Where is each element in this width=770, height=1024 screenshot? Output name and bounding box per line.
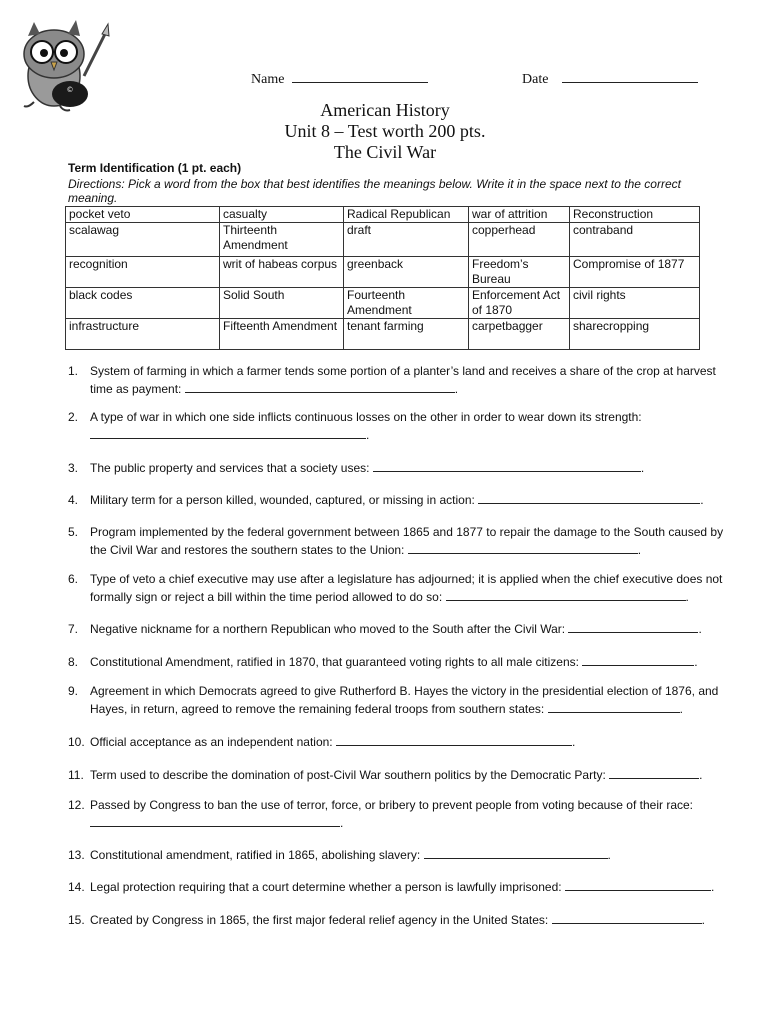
svg-text:©: © [66,86,74,94]
answer-blank[interactable] [552,911,702,924]
term-cell: writ of habeas corpus [220,257,344,288]
answer-blank[interactable] [90,426,366,439]
table-row [66,319,700,350]
term-cell: Fifteenth Amendment [220,319,344,350]
term-cell: pocket veto [66,207,220,223]
term-cell: copperhead [469,223,570,257]
answer-blank[interactable] [568,620,698,633]
term-cell: civil rights [570,288,700,319]
answer-blank[interactable] [478,491,700,504]
question-item: 15. Created by Congress in 1865, the first major federal relief agency in the United States: . [68,913,705,927]
title-line-1: American History [320,100,450,120]
question-number: 5. [68,525,79,539]
question-number: 8. [68,655,79,669]
answer-blank[interactable] [548,700,680,713]
question-number: 10. [68,735,85,749]
term-cell: infrastructure [66,319,220,350]
question-text: Constitutional amendment, ratified in 1865, abolishing slavery: [90,848,421,862]
term-cell: Fourteenth Amendment [344,288,469,319]
question-number: 15. [68,913,85,927]
title-line-2: Unit 8 – Test worth 200 pts. [284,121,486,141]
question-item: 12. Passed by Congress to ban the use of terror, force, or bribery to prevent people from voting because of their race: . [68,798,693,830]
title-line-3: The Civil War [333,142,437,162]
question-text: System of farming in which a farmer tends some portion of a planter’s land and receives a share of the crop at harvest time as payment: [90,364,716,396]
answer-blank[interactable] [90,814,340,827]
term-cell: Enforcement Act of 1870 [469,288,570,319]
question-text: Constitutional Amendment, ratified in 1870, that guaranteed voting rights to all male citizens: [90,655,579,669]
term-cell: war of attrition [469,207,570,223]
question-item: 6. Type of veto a chief executive may use after a legislature has adjourned; it is applied when the chief executive does not formally sign or reject a bill within the time period allowed to do so: . [68,572,723,604]
question-item: 10. Official acceptance as an independent nation: . [68,735,576,749]
term-bank-table [65,206,700,350]
section-heading: Term Identification (1 pt. each) [68,161,242,175]
term-cell: carpetbagger [469,319,570,350]
page-title [0,100,770,163]
question-item: 3. The public property and services that a society uses: . [68,461,645,475]
term-cell: Thirteenth Amendment [220,223,344,257]
answer-blank[interactable] [446,588,686,601]
term-cell: tenant farming [344,319,469,350]
directions-text: Directions: Pick a word from the box that best identifies the meanings below. Write it in the space next to the correct meaning. [68,177,681,205]
name-line[interactable] [292,70,428,83]
question-text: Type of veto a chief executive may use after a legislature has adjourned; it is applied when the chief executive does not formally sign or reject a bill within the time period allowed to do so: [90,572,723,604]
term-cell: contraband [570,223,700,257]
answer-blank[interactable] [565,878,711,891]
term-cell: Freedom’s Bureau [469,257,570,288]
question-number: 6. [68,572,79,586]
question-text: Created by Congress in 1865, the first major federal relief agency in the United States: [90,913,549,927]
question-text: The public property and services that a society uses: [90,461,370,475]
question-item: 7. Negative nickname for a northern Republican who moved to the South after the Civil War: . [68,622,702,636]
term-cell: Radical Republican [344,207,469,223]
term-cell: scalawag [66,223,220,257]
name-label: Name [251,72,285,87]
question-item: 9. Agreement in which Democrats agreed to give Rutherford B. Hayes the victory in the presidential election of 1876, and Hayes, in return, agreed to remove the remaining federal troops from southern states: . [68,684,719,716]
question-text: Negative nickname for a northern Republican who moved to the South after the Civil War: [90,622,566,636]
question-text: Term used to describe the domination of post-Civil War southern politics by the Democratic Party: [90,768,606,782]
question-item: 1. System of farming in which a farmer tends some portion of a planter’s land and receives a share of the crop at harvest time as payment: . [68,364,716,396]
question-text: Official acceptance as an independent nation: [90,735,333,749]
name-field [251,70,428,88]
question-number: 2. [68,410,79,424]
answer-blank[interactable] [424,846,608,859]
question-text: Passed by Congress to ban the use of terror, force, or bribery to prevent people from voting because of their race: [90,798,693,812]
owl-logo-image [14,14,110,114]
question-number: 9. [68,684,79,698]
answer-blank[interactable] [185,380,455,393]
answer-blank[interactable] [609,766,699,779]
term-cell: Solid South [220,288,344,319]
owl-logo-icon [14,14,110,114]
term-cell: Compromise of 1877 [570,257,700,288]
question-item: 14. Legal protection requiring that a court determine whether a person is lawfully imprisoned: . [68,880,715,894]
question-number: 11. [68,768,84,782]
term-cell: Reconstruction [570,207,700,223]
term-cell: greenback [344,257,469,288]
answer-blank[interactable] [582,653,694,666]
question-text: Legal protection requiring that a court determine whether a person is lawfully imprisoned: [90,880,562,894]
question-text: A type of war in which one side inflicts continuous losses on the other in order to wear down its strength: [90,410,642,424]
answer-blank[interactable] [336,733,572,746]
question-number: 3. [68,461,79,475]
question-number: 4. [68,493,79,507]
question-number: 12. [68,798,85,812]
table-row [66,223,700,257]
answer-blank[interactable] [373,459,641,472]
question-item: 5. Program implemented by the federal government between 1865 and 1877 to repair the damage to the South caused by the Civil War and restores the southern states to the Union: . [68,525,724,557]
date-field [522,70,698,88]
question-number: 7. [68,622,79,636]
term-cell: sharecropping [570,319,700,350]
question-number: 1. [68,364,79,378]
date-line[interactable] [562,70,698,83]
question-text: Military term for a person killed, wounded, captured, or missing in action: [90,493,475,507]
table-row [66,207,700,223]
question-item: 13. Constitutional amendment, ratified in 1865, abolishing slavery: . [68,848,611,862]
table-row [66,288,700,319]
date-label: Date [522,72,549,87]
term-cell: casualty [220,207,344,223]
question-text: Program implemented by the federal government between 1865 and 1877 to repair the damage to the South caused by the Civil War and restores the southern states to the Union: [90,525,724,557]
question-text: Agreement in which Democrats agreed to give Rutherford B. Hayes the victory in the presidential election of 1876, and Hayes, in return, agreed to remove the remaining federal troops from southern states: [90,684,719,716]
term-cell: draft [344,223,469,257]
term-cell: recognition [66,257,220,288]
answer-blank[interactable] [408,541,638,554]
question-item: 8. Constitutional Amendment, ratified in 1870, that guaranteed voting rights to all male citizens: . [68,655,698,669]
question-item: 2. A type of war in which one side inflicts continuous losses on the other in order to wear down its strength: . [68,410,642,442]
question-item: 11. Term used to describe the domination of post-Civil War southern politics by the Democratic Party: . [68,768,703,782]
question-number: 14. [68,880,85,894]
table-row [66,257,700,288]
question-item: 4. Military term for a person killed, wounded, captured, or missing in action: . [68,493,704,507]
question-number: 13. [68,848,85,862]
term-cell: black codes [66,288,220,319]
